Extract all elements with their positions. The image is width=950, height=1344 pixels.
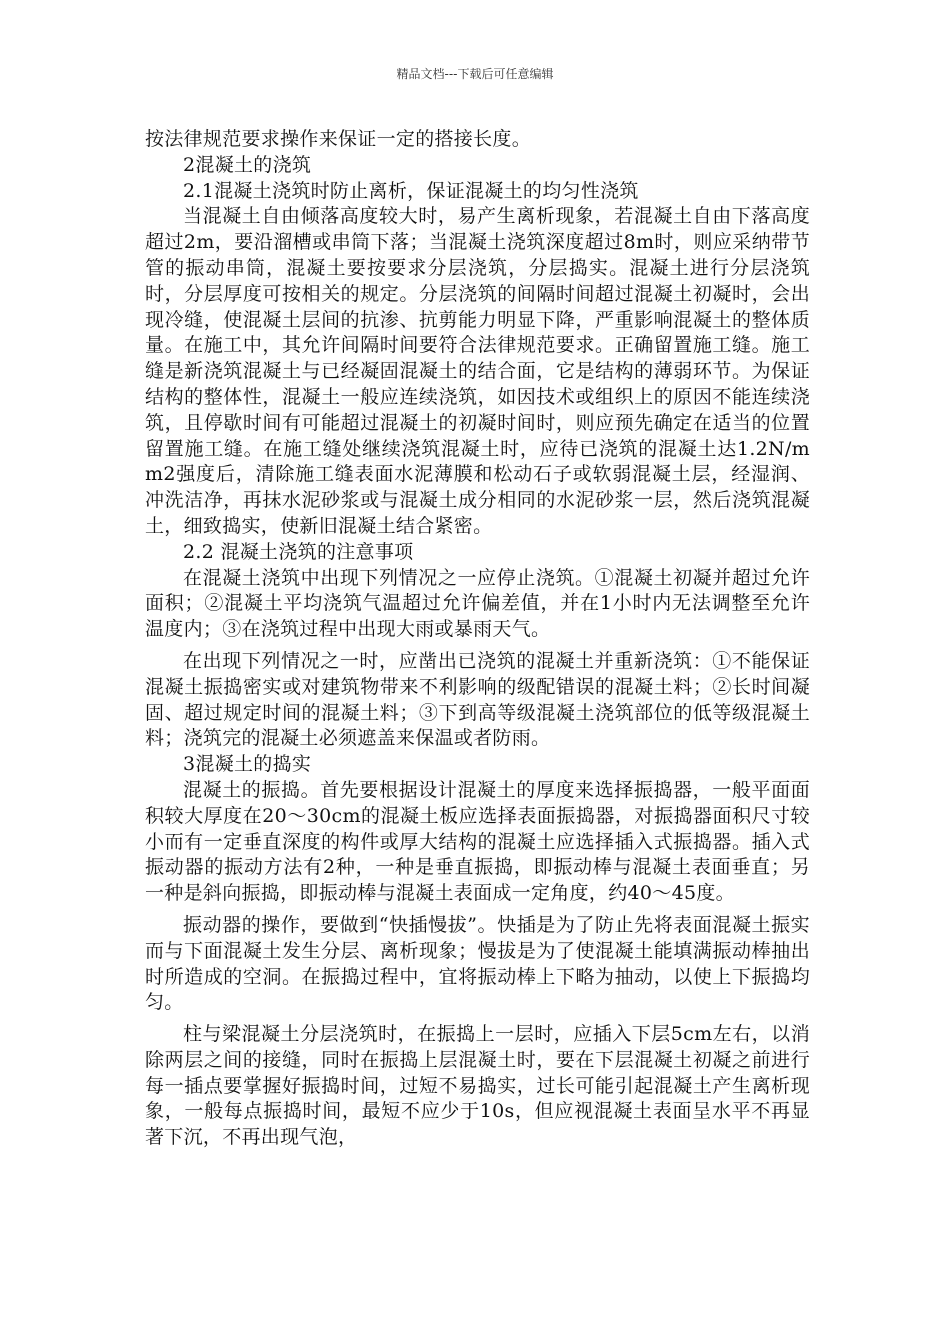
page-header: 精品文档---下载后可任意编辑: [396, 67, 554, 81]
section-heading-compaction: 3混凝土的捣实: [183, 753, 312, 776]
subsection-heading-segregation: 2.1混凝土浇筑时防止离析，保证混凝土的均匀性浇筑: [183, 179, 639, 202]
paragraph-vibrator-operation: 振动器的操作，要做到“快插慢拔”。快插是为了防止先将表面混凝土振实而与下面混凝土发生分层、离析现象；慢拔是为了使混凝土能填满振动棒抽出时所造成的空洞。在振捣过程中，宜将振动棒上下略为抽动，以使上下振捣均匀。: [145, 913, 810, 1014]
paragraph-stop-pouring: 在混凝土浇筑中出现下列情况之一应停止浇筑。①混凝土初凝并超过允许面积；②混凝土平均浇筑气温超过允许偏差值，并在1小时内无法调整至允许温度内；③在浇筑过程中出现大雨或暴雨天气。: [145, 566, 810, 641]
document-body: [145, 127, 810, 1151]
paragraph-remove-and-repour: 在出现下列情况之一时，应凿出已浇筑的混凝土并重新浇筑：①不能保证混凝土振捣密实或对建筑物带来不利影响的级配错误的混凝土料；②长时间凝固、超过规定时间的混凝土料；③下到高等级混凝土浇筑部位的低等级混凝土料；浇筑完的混凝土必须遮盖来保温或者防雨。: [145, 649, 810, 750]
paragraph-column-beam: 柱与梁混凝土分层浇筑时，在振捣上一层时，应插入下层5cm左右，以消除两层之间的接缝，同时在振捣上层混凝土时，要在下层混凝土初凝之前进行每一插点要掌握好振捣时间，过短不易捣实，过长可能引起混凝土产生离析现象，一般每点振捣时间，最短不应少于10s，但应视混凝土表面呈水平不再显著下沉，不再出现气泡，: [145, 1023, 810, 1149]
paragraph-segregation: 当混凝土自由倾落高度较大时，易产生离析现象，若混凝土自由下落高度超过2m，要沿溜槽或串筒下落；当混凝土浇筑深度超过8m时，则应采纳带节管的振动串筒，混凝土要按要求分层浇筑，分层捣实。混凝土进行分层浇筑时，分层厚度可按相关的规定。分层浇筑的间隔时间超过混凝土初凝时，会出现冷缝，使混凝土层间的抗渗、抗剪能力明显下降，严重影响混凝土的整体质量。在施工中，其允许间隔时间要符合法律规范要求。正确留置施工缝。施工缝是新浇筑混凝土与已经凝固混凝土的结合面，它是结构的薄弱环节。为保证结构的整体性，混凝土一般应连续浇筑，如因技术或组织上的原因不能连续浇筑，且停歇时间有可能超过混凝土的初凝时间时，则应预先确定在适当的位置留置施工缝。在施工缝处继续浇筑混凝土时，应待已浇筑的混凝土达1.2N/mm2强度后，清除施工缝表面水泥薄膜和松动石子或软弱混凝土层，经湿润、冲洗洁净，再抹水泥砂浆或与混凝土成分相同的水泥砂浆一层，然后浇筑混凝土，细致捣实，使新旧混凝土结合紧密。: [145, 205, 810, 537]
paragraph-vibration: 混凝土的振捣。首先要根据设计混凝土的厚度来选择振捣器，一般平面面积较大厚度在20～30cm的混凝土板应选择表面振捣器，对振捣器面积尺寸较小而有一定垂直深度的构件或厚大结构的混凝土应选择插入式振捣器。插入式振动器的振动方法有2种，一种是垂直振捣，即振动棒与混凝土表面垂直；另一种是斜向振捣，即振动棒与混凝土表面成一定角度，约40～45度。: [145, 778, 810, 905]
subsection-heading-precautions: 2.2 混凝土浇筑的注意事项: [183, 540, 414, 563]
section-heading-pouring: 2混凝土的浇筑: [183, 153, 312, 176]
paragraph-lap-length: 按法律规范要求操作来保证一定的搭接长度。: [145, 128, 532, 150]
